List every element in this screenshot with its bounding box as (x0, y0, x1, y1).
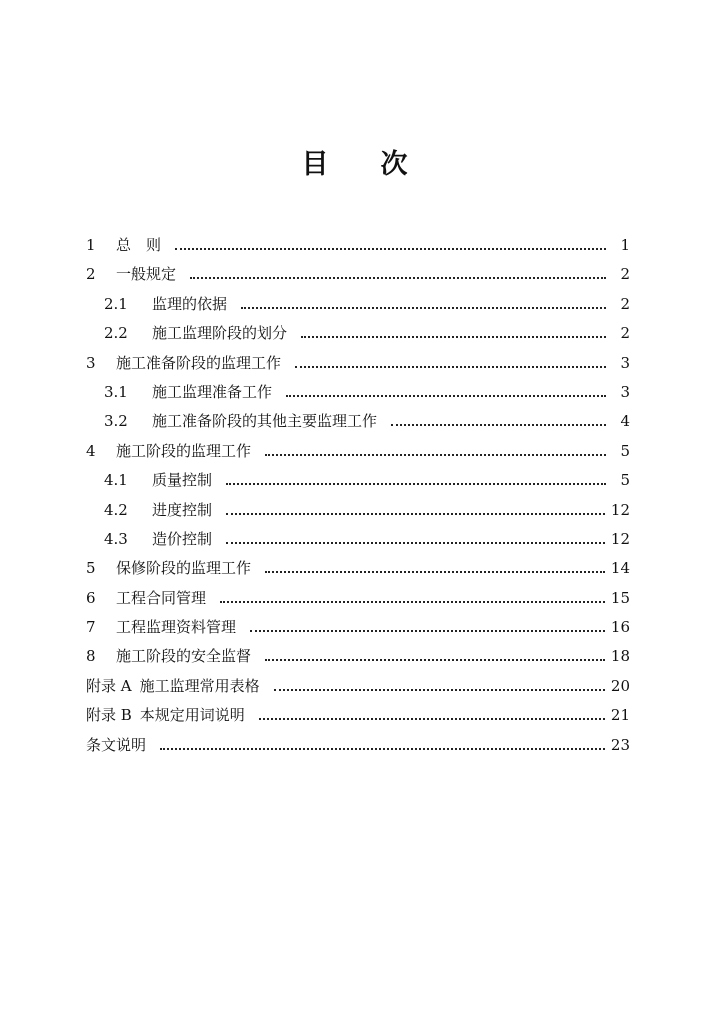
toc-entry-number: 3 (86, 353, 96, 372)
toc-entry-page: 5 (620, 441, 630, 460)
title-char-2: 次 (380, 149, 410, 180)
toc-entry-2-1 (86, 293, 630, 322)
toc-entry-label: 质量控制 (152, 471, 213, 490)
toc-entry-label: 造价控制 (152, 529, 213, 548)
toc-entry-page: 15 (610, 588, 630, 607)
toc-entry-4-3 (86, 528, 630, 557)
toc-leader-dots (250, 629, 605, 632)
toc-entry-number: 2 (86, 265, 96, 284)
toc-entry-number: 附录 B (86, 706, 132, 725)
toc-entry-label: 条文说明 (86, 735, 147, 754)
toc-entry-page: 5 (620, 471, 630, 490)
toc-entry-number: 8 (86, 647, 96, 666)
table-of-contents (86, 234, 630, 763)
toc-entry-3-1 (86, 381, 630, 410)
toc-leader-dots (265, 658, 605, 661)
toc-leader-dots (391, 423, 606, 426)
toc-entry-3-2 (86, 410, 630, 439)
toc-entry-page: 2 (620, 265, 630, 284)
toc-entry-label: 施工监理准备工作 (152, 382, 273, 401)
toc-entry-8 (86, 645, 630, 674)
toc-entry-number: 1 (86, 236, 96, 254)
toc-entry-page: 12 (610, 529, 630, 548)
toc-entry-page: 23 (610, 735, 630, 754)
toc-entry-label: 施工监理阶段的划分 (152, 324, 288, 343)
toc-entry-3 (86, 352, 630, 381)
toc-entry-number: 4.2 (104, 500, 128, 519)
toc-entry-label: 施工阶段的监理工作 (116, 441, 252, 460)
toc-entry-6 (86, 587, 630, 616)
toc-entry-page: 12 (610, 500, 630, 519)
toc-entry-number: 3.1 (104, 382, 128, 401)
toc-leader-dots (259, 717, 605, 720)
toc-entry-page: 2 (620, 294, 630, 313)
toc-entry-page: 14 (610, 559, 630, 578)
toc-leader-dots (226, 541, 605, 544)
toc-entry-number: 7 (86, 618, 96, 637)
toc-entry-4 (86, 440, 630, 469)
toc-entry-page: 2 (620, 324, 630, 343)
toc-entry-number: 6 (86, 588, 96, 607)
toc-leader-dots (241, 306, 606, 309)
toc-leader-dots (295, 365, 606, 368)
toc-leader-dots (220, 600, 605, 603)
toc-entry-page: 3 (620, 382, 630, 401)
toc-entry-page: 21 (610, 706, 630, 725)
toc-entry-label: 进度控制 (152, 500, 213, 519)
toc-entry-appendix-a (86, 675, 630, 704)
toc-entry-label: 施工监理常用表格 (139, 676, 260, 695)
toc-entry-2 (86, 263, 630, 292)
toc-entry-number: 4 (86, 441, 96, 460)
toc-entry-page: 20 (610, 676, 630, 695)
toc-entry-5 (86, 557, 630, 586)
toc-entry-label: 一般规定 (116, 265, 177, 284)
toc-leader-dots (175, 247, 606, 250)
toc-leader-dots (301, 335, 606, 338)
toc-entry-number: 3.2 (104, 412, 128, 431)
toc-entry-2-2 (86, 322, 630, 351)
toc-leader-dots (286, 394, 606, 397)
toc-entry-page: 3 (620, 353, 630, 372)
toc-entry-label: 保修阶段的监理工作 (116, 559, 252, 578)
toc-leader-dots (226, 482, 606, 485)
toc-leader-dots (265, 570, 605, 573)
toc-entry-number: 4.1 (104, 471, 128, 490)
toc-entry-number: 2.1 (104, 294, 128, 313)
toc-entry-appendix-b (86, 704, 630, 733)
toc-entry-label: 施工阶段的安全监督 (116, 647, 252, 666)
toc-leader-dots (190, 276, 606, 279)
toc-entry-explanation (86, 734, 630, 763)
toc-entry-number: 4.3 (104, 529, 128, 548)
toc-leader-dots (274, 688, 605, 691)
toc-entry-number: 5 (86, 559, 96, 578)
toc-entry-label: 总 则 (116, 236, 162, 254)
toc-entry-1 (86, 234, 630, 263)
toc-entry-number: 2.2 (104, 324, 128, 343)
toc-entry-label: 监理的依据 (152, 294, 228, 313)
toc-entry-page: 16 (610, 618, 630, 637)
toc-entry-label: 工程合同管理 (116, 588, 207, 607)
toc-leader-dots (160, 747, 605, 750)
toc-entry-label: 工程监理资料管理 (116, 618, 237, 637)
page-title (0, 142, 711, 181)
toc-entry-4-2 (86, 499, 630, 528)
title-char-1: 目 (301, 149, 331, 180)
toc-leader-dots (226, 512, 605, 515)
toc-entry-page: 1 (620, 236, 630, 254)
toc-entry-page: 4 (620, 412, 630, 431)
toc-entry-4-1 (86, 469, 630, 498)
toc-leader-dots (265, 453, 606, 456)
toc-entry-page: 18 (610, 647, 630, 666)
toc-entry-label: 施工准备阶段的监理工作 (116, 353, 282, 372)
toc-entry-label: 施工准备阶段的其他主要监理工作 (152, 412, 378, 431)
toc-entry-label: 本规定用词说明 (139, 706, 245, 725)
toc-entry-number: 附录 A (86, 676, 132, 695)
toc-entry-7 (86, 616, 630, 645)
